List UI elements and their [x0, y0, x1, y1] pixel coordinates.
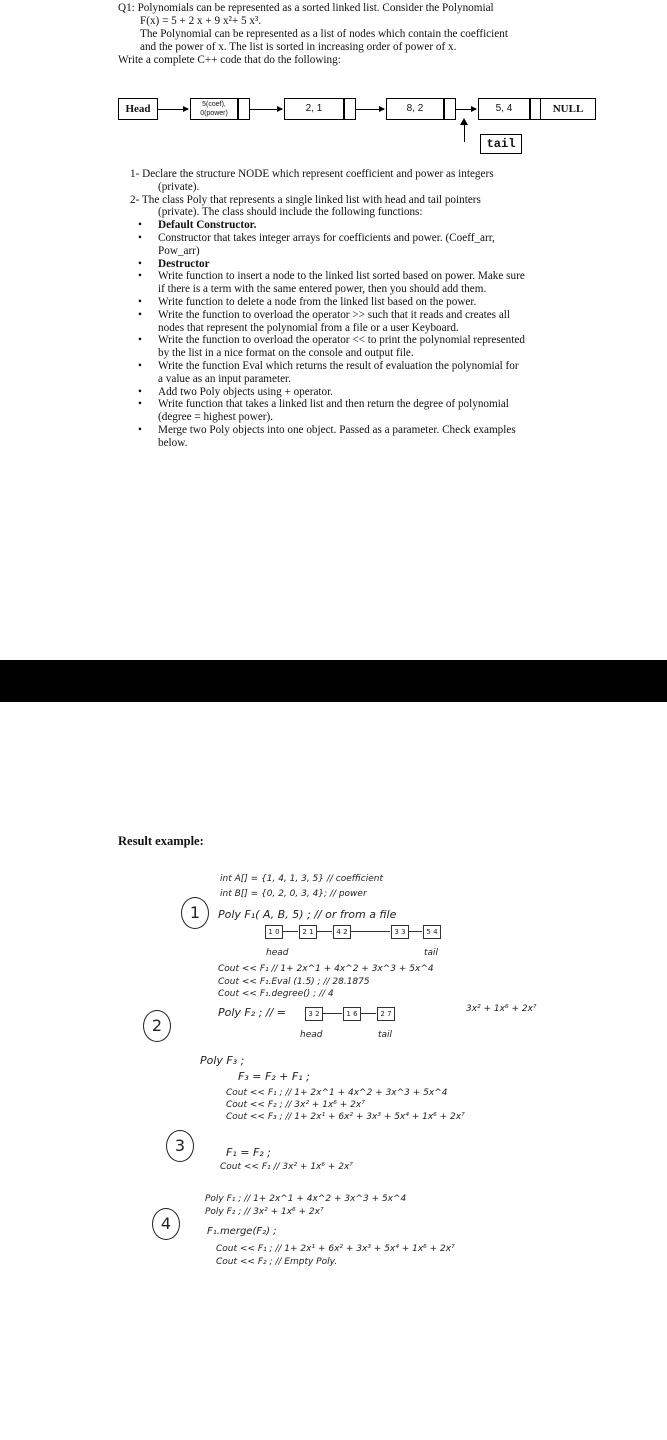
- hw-cout-f1-c: Cout << F₁ // 3x² + 1x⁶ + 2x⁷: [220, 1162, 353, 1172]
- bullet-item-cont: [130, 245, 610, 258]
- node-1-next: [238, 98, 250, 120]
- bullet-item: [130, 398, 610, 411]
- bullet-item-cont: [130, 347, 610, 360]
- hw-f1-assign: F₁ = F₂ ;: [226, 1146, 271, 1159]
- hw-link: [360, 1013, 376, 1014]
- bullet-item: [130, 360, 610, 373]
- step-circle-2: 2: [143, 1010, 171, 1042]
- hw-poly-f3: Poly F₃ ;: [200, 1054, 245, 1067]
- bullet-text: below.: [158, 436, 188, 449]
- arrow-4: [456, 109, 476, 110]
- bullet-item-cont: [130, 411, 610, 424]
- hw-poly-f2-d: Poly F₂ ; // 3x² + 1x⁶ + 2x⁷: [205, 1207, 324, 1217]
- node-4: 5, 4: [478, 98, 530, 120]
- hw-f3-assign: F₃ = F₂ + F₁ ;: [238, 1070, 310, 1083]
- hw-link: [282, 931, 298, 932]
- hw-node: 1 0: [265, 925, 283, 939]
- bullet-item-cont: [130, 322, 610, 335]
- task-list: [130, 168, 610, 450]
- hw-merge: F₁.merge(F₂) ;: [207, 1226, 277, 1237]
- hw-cout-f1: Cout << F₁ // 1+ 2x^1 + 4x^2 + 3x^3 + 5x^4: [218, 964, 434, 974]
- task-2: 2- The class Poly that represents a single linked list with head and tail pointers: [130, 193, 481, 206]
- bullet-text: by the list in a nice format on the console and output file.: [158, 347, 414, 360]
- bullet-item: [130, 296, 610, 309]
- hw-node: 2 1: [299, 925, 317, 939]
- linked-list-diagram: [118, 92, 598, 162]
- bullet-item: [130, 258, 610, 271]
- hw-array-a: int A[] = {1, 4, 1, 3, 5} // coefficient: [220, 874, 383, 884]
- node-2-next: [344, 98, 356, 120]
- question-line-5: Write a complete C++ code that do the following:: [118, 54, 341, 66]
- bullet-text: (degree = highest power).: [158, 411, 274, 424]
- arrow-2: [250, 109, 282, 110]
- hw-array-b: int B[] = {0, 2, 0, 3, 4}; // power: [220, 889, 367, 899]
- bullet-text: Write function to insert a node to the linked list sorted based on power. Make sure: [158, 270, 525, 283]
- result-example-label: Result example:: [118, 834, 204, 848]
- node-1-power: 0(power): [200, 110, 228, 117]
- hw-link: [322, 1013, 342, 1014]
- bullet-text: Add two Poly objects using + operator.: [158, 385, 334, 398]
- node-3-next: [444, 98, 456, 120]
- node-1-coef: 5(coef),: [202, 101, 226, 108]
- bullet-icon: •: [138, 398, 142, 411]
- hw-cout-empty: Cout << F₂ ; // Empty Poly.: [216, 1257, 338, 1267]
- bullet-item: [130, 424, 610, 437]
- bullet-text: Pow_arr): [158, 244, 200, 257]
- bullet-text: a value as an input parameter.: [158, 372, 291, 385]
- hw-f2-value: 3x² + 1x⁶ + 2x⁷: [466, 1004, 537, 1014]
- bullet-item-cont: [130, 437, 610, 450]
- question-line-4: and the power of x. The list is sorted in increasing order of power of x.: [140, 41, 457, 53]
- bullet-icon: •: [138, 257, 142, 270]
- hw-cout-f1-b: Cout << F₁ ; // 1+ 2x^1 + 4x^2 + 3x^3 + 5x^4: [226, 1088, 448, 1098]
- hw-node: 3 2: [305, 1007, 323, 1021]
- hw-cout-f3: Cout << F₃ ; // 1+ 2x¹ + 6x² + 3x³ + 5x⁴ + 1x⁶ + 2x⁷: [226, 1112, 465, 1122]
- bullet-text: Destructor: [158, 257, 210, 270]
- bullet-icon: •: [138, 385, 142, 398]
- bullet-icon: •: [138, 295, 142, 308]
- page-separator-band: [0, 660, 667, 702]
- hw-cout-degree: Cout << F₁.degree() ; // 4: [218, 989, 334, 999]
- bullet-icon: •: [138, 308, 142, 321]
- bullet-text: Merge two Poly objects into one object. Passed as a parameter. Check examples: [158, 423, 516, 436]
- bullet-item: [130, 334, 610, 347]
- hw-node: 3 3: [391, 925, 409, 939]
- hw-poly-f1: Poly F₁( A, B, 5) ; // or from a file: [218, 908, 397, 921]
- hw-cout-f2: Cout << F₂ ; // 3x² + 1x⁶ + 2x⁷: [226, 1100, 365, 1110]
- null-box: NULL: [540, 98, 596, 120]
- bullet-icon: •: [138, 270, 142, 283]
- hw-link: [408, 931, 422, 932]
- hw-cout-merged: Cout << F₁ ; // 1+ 2x¹ + 6x² + 3x³ + 5x⁴ + 1x⁶ + 2x⁷: [216, 1244, 455, 1254]
- hw-tail-1: tail: [424, 948, 439, 958]
- arrow-3: [356, 109, 384, 110]
- question-line-2: F(x) = 5 + 2 x + 9 x²+ 5 x³.: [140, 15, 262, 27]
- question-line-3: The Polynomial can be represented as a list of nodes which contain the coefficient: [140, 28, 508, 40]
- hw-node: 4 2: [333, 925, 351, 939]
- bullet-item: [130, 309, 610, 322]
- bullet-icon: •: [138, 219, 142, 232]
- bullet-text: Write the function to overload the operator >> such that it reads and creates all: [158, 308, 511, 321]
- step-circle-1: 1: [181, 897, 209, 929]
- head-box: Head: [118, 98, 158, 120]
- task-2-cont: (private). The class should include the following functions:: [158, 206, 423, 219]
- bullet-text: Write function that takes a linked list and then return the degree of polynomial: [158, 398, 509, 411]
- tail-arrow-head: [460, 118, 468, 125]
- hw-cout-eval: Cout << F₁.Eval (1.5) ; // 28.1875: [218, 977, 370, 987]
- node-2: 2, 1: [284, 98, 344, 120]
- bullet-item: [130, 270, 610, 283]
- node-3: 8, 2: [386, 98, 444, 120]
- hw-node: 2 7: [377, 1007, 395, 1021]
- bullet-icon: •: [138, 423, 142, 436]
- hw-poly-f2: Poly F₂ ; // =: [218, 1006, 286, 1019]
- bullet-item-cont: [130, 283, 610, 296]
- bullet-item: [130, 219, 610, 232]
- tail-box: tail: [480, 134, 522, 154]
- bullet-text: Constructor that takes integer arrays for coefficients and power. (Coeff_arr,: [158, 231, 495, 244]
- hw-node: 5 4: [423, 925, 441, 939]
- task-1-cont: (private).: [158, 180, 200, 193]
- hw-tail-2: tail: [378, 1030, 393, 1040]
- question-line-1: Q1: Polynomials can be represented as a sorted linked list. Consider the Polynomial: [118, 2, 494, 14]
- hw-link: [316, 931, 332, 932]
- hw-node: 1 6: [343, 1007, 361, 1021]
- hw-poly-f1-d: Poly F₁ ; // 1+ 2x^1 + 4x^2 + 3x^3 + 5x^4: [205, 1194, 407, 1204]
- bullet-icon: •: [138, 334, 142, 347]
- step-circle-4: 4: [152, 1208, 180, 1240]
- hw-head-1: head: [266, 948, 289, 958]
- bullet-text: Write the function to overload the operator << to print the polynomial represented: [158, 334, 525, 347]
- bullet-item-cont: [130, 373, 610, 386]
- bullet-text: nodes that represent the polynomial from a file or a user Keyboard.: [158, 321, 459, 334]
- bullet-text: Write function to delete a node from the linked list based on the power.: [158, 295, 477, 308]
- bullet-item: [130, 386, 610, 399]
- bullet-text: Default Constructor.: [158, 219, 257, 232]
- arrow-1: [158, 109, 188, 110]
- question-text: [118, 2, 638, 67]
- node-1: [190, 98, 238, 120]
- hw-head-2: head: [300, 1030, 323, 1040]
- bullet-text: Write the function Eval which returns the result of evaluation the polynomial for: [158, 359, 519, 372]
- task-1: 1- Declare the structure NODE which represent coefficient and power as integers: [130, 168, 494, 180]
- bullet-text: if there is a term with the same entered power, then you should add them.: [158, 283, 487, 296]
- hw-link: [350, 931, 390, 932]
- bullet-icon: •: [138, 231, 142, 244]
- bullet-item: [130, 232, 610, 245]
- step-circle-3: 3: [166, 1130, 194, 1162]
- bullet-icon: •: [138, 359, 142, 372]
